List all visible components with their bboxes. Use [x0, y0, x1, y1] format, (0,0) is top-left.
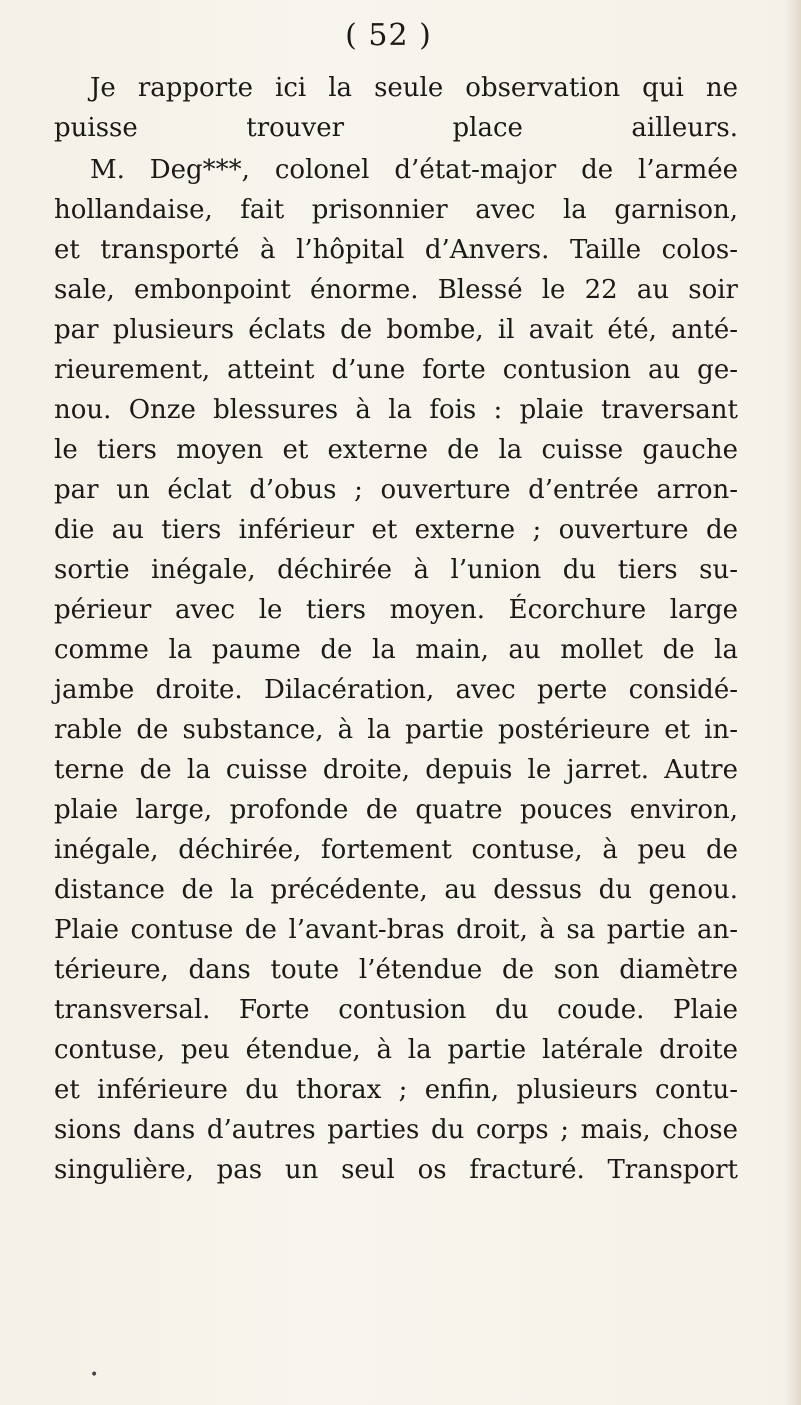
- text-line: singulière, pas un seul os fracturé. Transport: [54, 1155, 738, 1185]
- text-line: Plaie contuse de l’avant-bras droit, à sa partie an-: [54, 915, 738, 945]
- text-line: périeur avec le tiers moyen. Écorchure large: [54, 595, 738, 625]
- page-edge-shadow: [785, 0, 801, 1405]
- text-line: jambe droite. Dilacération, avec perte considé-: [54, 675, 738, 705]
- text-line: et inférieure du thorax ; enfin, plusieurs contu-: [54, 1075, 738, 1105]
- text-line: distance de la précédente, au dessus du genou.: [54, 875, 738, 905]
- text-line: comme la paume de la main, au mollet de la: [54, 635, 738, 665]
- text-line: sortie inégale, déchirée à l’union du tiers su-: [54, 555, 738, 585]
- text-line: et transporté à l’hôpital d’Anvers. Taille colos-: [54, 235, 738, 265]
- text-line: plaie large, profonde de quatre pouces environ,: [54, 795, 738, 825]
- text-line: Je rapporte ici la seule observation qui ne: [90, 73, 738, 103]
- text-line: sions dans d’autres parties du corps ; mais, chose: [54, 1115, 738, 1145]
- text-line: rieurement, atteint d’une forte contusion au ge-: [54, 355, 738, 385]
- text-line: inégale, déchirée, fortement contuse, à peu de: [54, 835, 738, 865]
- text-line: térieure, dans toute l’étendue de son diamètre: [54, 955, 738, 985]
- text-line: hollandaise, fait prisonnier avec la garnison,: [54, 195, 738, 225]
- ink-speck: •: [90, 1367, 99, 1383]
- text-line: rable de substance, à la partie postérieure et in-: [54, 715, 738, 745]
- text-line: contuse, peu étendue, à la partie latérale droite: [54, 1035, 738, 1065]
- text-line: terne de la cuisse droite, depuis le jarret. Autre: [54, 755, 738, 785]
- text-line: sale, embonpoint énorme. Blessé le 22 au soir: [54, 275, 738, 305]
- text-line: par un éclat d’obus ; ouverture d’entrée arron-: [54, 475, 738, 505]
- text-line: nou. Onze blessures à la fois : plaie traversant: [54, 395, 738, 425]
- text-line: le tiers moyen et externe de la cuisse gauche: [54, 435, 738, 465]
- page-number: ( 52 ): [345, 18, 432, 53]
- text-line: transversal. Forte contusion du coude. Plaie: [54, 995, 738, 1025]
- text-line: puisse trouver place ailleurs.: [54, 113, 738, 143]
- text-line: par plusieurs éclats de bombe, il avait été, anté-: [54, 315, 738, 345]
- text-line: M. Deg***, colonel d’état-major de l’armée: [90, 155, 738, 185]
- text-line: die au tiers inférieur et externe ; ouverture de: [54, 515, 738, 545]
